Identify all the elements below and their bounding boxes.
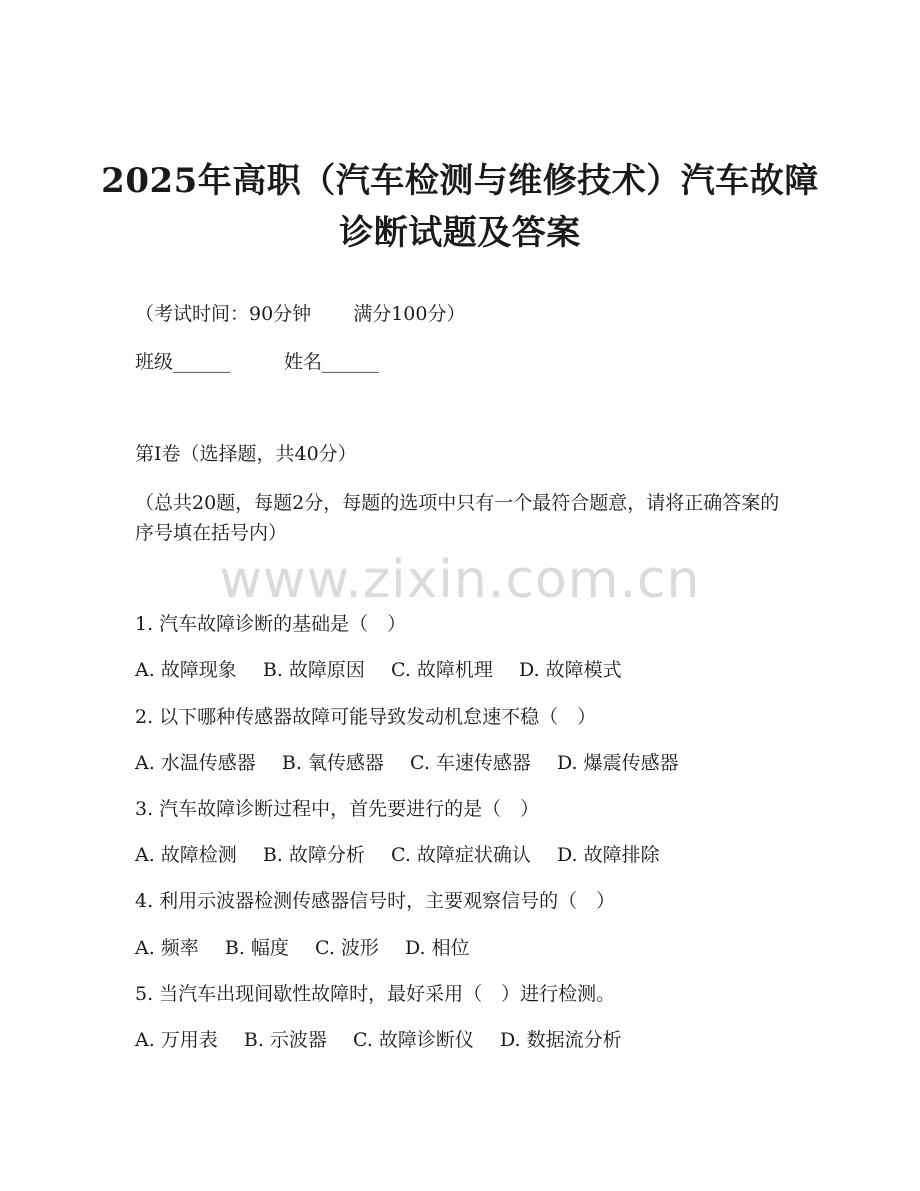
section-title: 第I卷（选择题，共40分） <box>135 443 357 465</box>
name-field: 姓名______ <box>284 351 380 373</box>
option-b: B. 幅度 <box>224 937 289 959</box>
option-a: A. 频率 <box>135 937 199 959</box>
option-c: C. 故障诊断仪 <box>352 1029 474 1051</box>
option-d: D. 相位 <box>404 937 470 959</box>
option-a: A. 万用表 <box>135 1029 218 1051</box>
question-1-stem: 1. 汽车故障诊断的基础是（ ） <box>135 613 407 635</box>
option-a: A. 故障现象 <box>135 659 237 681</box>
option-d: D. 故障排除 <box>556 844 660 866</box>
document-title: 2025年高职（汽车检测与维修技术）汽车故障诊断试题及答案 <box>101 161 819 253</box>
question-3-options <box>135 843 660 867</box>
section-instructions: （总共20题，每题2分，每题的选项中只有一个最符合题意，请将正确答案的序号填在括号内） <box>135 492 780 544</box>
option-b: B. 故障原因 <box>262 659 365 681</box>
question-5-stem: 5. 当汽车出现间歇性故障时，最好采用（ ）进行检测。 <box>135 983 616 1005</box>
option-b: B. 故障分析 <box>262 844 365 866</box>
option-a: A. 故障检测 <box>135 844 237 866</box>
question-4-stem: 4. 利用示波器检测传感器信号时，主要观察信号的（ ） <box>135 890 616 912</box>
question-2-options <box>135 751 679 775</box>
exam-info <box>135 302 465 326</box>
question-4-options <box>135 936 470 960</box>
option-d: D. 爆震传感器 <box>556 752 679 774</box>
option-c: C. 故障症状确认 <box>390 844 531 866</box>
watermark-text: www.zixin.com.cn <box>219 550 701 610</box>
option-d: D. 故障模式 <box>518 659 622 681</box>
option-c: C. 故障机理 <box>390 659 493 681</box>
class-field: 班级______ <box>135 351 231 373</box>
question-3-stem: 3. 汽车故障诊断过程中，首先要进行的是（ ） <box>135 798 540 820</box>
question-5-options <box>135 1028 622 1052</box>
student-info <box>135 350 379 374</box>
option-a: A. 水温传感器 <box>135 752 256 774</box>
option-c: C. 车速传感器 <box>409 752 531 774</box>
question-1-options <box>135 658 622 682</box>
option-b: B. 示波器 <box>243 1029 327 1051</box>
exam-score: 满分100分） <box>353 303 466 325</box>
question-2-stem: 2. 以下哪种传感器故障可能导致发动机怠速不稳（ ） <box>135 706 597 728</box>
option-d: D. 数据流分析 <box>499 1029 622 1051</box>
option-b: B. 氧传感器 <box>281 752 384 774</box>
option-c: C. 波形 <box>314 937 379 959</box>
exam-time: （考试时间：90分钟 <box>135 303 312 325</box>
